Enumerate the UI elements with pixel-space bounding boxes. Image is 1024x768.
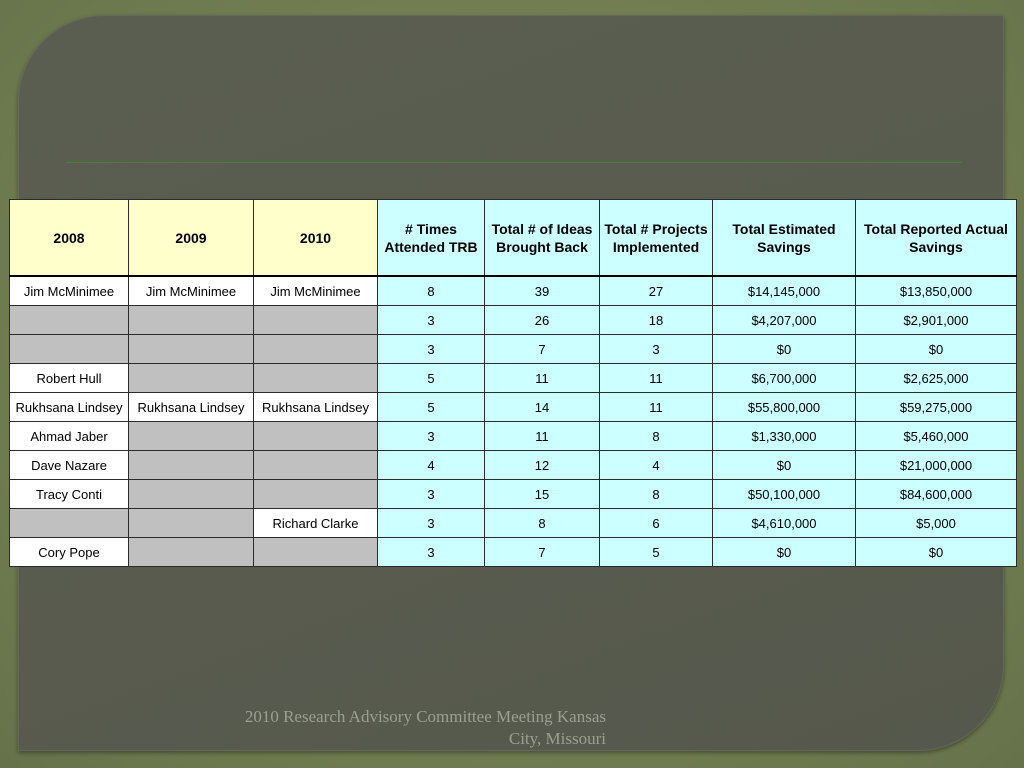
- value-cell: $4,610,000: [713, 509, 856, 538]
- value-cell: 11: [485, 422, 600, 451]
- value-cell: $5,460,000: [856, 422, 1017, 451]
- empty-name-cell: [129, 509, 254, 538]
- column-header: Total Estimated Savings: [713, 200, 856, 277]
- value-cell: 4: [378, 451, 485, 480]
- value-cell: 3: [378, 422, 485, 451]
- value-cell: 8: [600, 422, 713, 451]
- value-cell: $84,600,000: [856, 480, 1017, 509]
- empty-name-cell: [129, 422, 254, 451]
- empty-name-cell: [129, 335, 254, 364]
- name-cell: Robert Hull: [10, 364, 129, 393]
- value-cell: 7: [485, 335, 600, 364]
- column-header: Total # of Ideas Brought Back: [485, 200, 600, 277]
- value-cell: 27: [600, 276, 713, 306]
- value-cell: 6: [600, 509, 713, 538]
- title-divider: [66, 160, 962, 162]
- empty-name-cell: [254, 335, 378, 364]
- table-row: [10, 422, 1017, 451]
- value-cell: $21,000,000: [856, 451, 1017, 480]
- value-cell: $59,275,000: [856, 393, 1017, 422]
- empty-name-cell: [254, 451, 378, 480]
- value-cell: $13,850,000: [856, 276, 1017, 306]
- table-row: [10, 480, 1017, 509]
- value-cell: $2,901,000: [856, 306, 1017, 335]
- table-row: [10, 364, 1017, 393]
- value-cell: 3: [378, 306, 485, 335]
- name-cell: Tracy Conti: [10, 480, 129, 509]
- column-header: Total Reported Actual Savings: [856, 200, 1017, 277]
- value-cell: $55,800,000: [713, 393, 856, 422]
- value-cell: 8: [600, 480, 713, 509]
- value-cell: 11: [600, 364, 713, 393]
- table-row: [10, 538, 1017, 567]
- column-header: Total # Projects Implemented: [600, 200, 713, 277]
- empty-name-cell: [10, 306, 129, 335]
- value-cell: 5: [600, 538, 713, 567]
- empty-name-cell: [129, 306, 254, 335]
- value-cell: $5,000: [856, 509, 1017, 538]
- value-cell: 3: [378, 509, 485, 538]
- empty-name-cell: [10, 509, 129, 538]
- table-row: [10, 509, 1017, 538]
- column-header: # Times Attended TRB: [378, 200, 485, 277]
- value-cell: 14: [485, 393, 600, 422]
- value-cell: $1,330,000: [713, 422, 856, 451]
- value-cell: 3: [378, 538, 485, 567]
- empty-name-cell: [254, 364, 378, 393]
- name-cell: Cory Pope: [10, 538, 129, 567]
- value-cell: $0: [713, 538, 856, 567]
- empty-name-cell: [254, 306, 378, 335]
- value-cell: $50,100,000: [713, 480, 856, 509]
- table-row: [10, 306, 1017, 335]
- table-row: [10, 276, 1017, 306]
- empty-name-cell: [254, 538, 378, 567]
- value-cell: $0: [713, 335, 856, 364]
- name-cell: Jim McMinimee: [254, 276, 378, 306]
- value-cell: 3: [378, 335, 485, 364]
- empty-name-cell: [129, 480, 254, 509]
- name-cell: Dave Nazare: [10, 451, 129, 480]
- empty-name-cell: [254, 480, 378, 509]
- empty-name-cell: [254, 422, 378, 451]
- slide-footer: [160, 706, 606, 750]
- value-cell: $0: [856, 538, 1017, 567]
- value-cell: 11: [485, 364, 600, 393]
- value-cell: 11: [600, 393, 713, 422]
- value-cell: 8: [378, 276, 485, 306]
- empty-name-cell: [129, 451, 254, 480]
- table-row: [10, 335, 1017, 364]
- column-header: 2008: [10, 200, 129, 277]
- value-cell: 5: [378, 393, 485, 422]
- name-cell: Rukhsana Lindsey: [254, 393, 378, 422]
- name-cell: Richard Clarke: [254, 509, 378, 538]
- value-cell: $6,700,000: [713, 364, 856, 393]
- footer-line-1: 2010 Research Advisory Committee Meeting Kansas: [244, 707, 606, 726]
- column-header: 2010: [254, 200, 378, 277]
- value-cell: 15: [485, 480, 600, 509]
- empty-name-cell: [10, 335, 129, 364]
- value-cell: 3: [378, 480, 485, 509]
- value-cell: 8: [485, 509, 600, 538]
- table-header-row: [10, 200, 1017, 277]
- name-cell: Jim McMinimee: [129, 276, 254, 306]
- footer-line-2: City, Missouri: [508, 729, 606, 748]
- empty-name-cell: [129, 538, 254, 567]
- name-cell: Rukhsana Lindsey: [10, 393, 129, 422]
- value-cell: $4,207,000: [713, 306, 856, 335]
- empty-name-cell: [129, 364, 254, 393]
- value-cell: 39: [485, 276, 600, 306]
- value-cell: $0: [713, 451, 856, 480]
- value-cell: $0: [856, 335, 1017, 364]
- value-cell: 4: [600, 451, 713, 480]
- value-cell: 12: [485, 451, 600, 480]
- value-cell: 26: [485, 306, 600, 335]
- savings-table: [9, 199, 1017, 567]
- column-header: 2009: [129, 200, 254, 277]
- name-cell: Ahmad Jaber: [10, 422, 129, 451]
- name-cell: Rukhsana Lindsey: [129, 393, 254, 422]
- name-cell: Jim McMinimee: [10, 276, 129, 306]
- value-cell: 18: [600, 306, 713, 335]
- value-cell: 7: [485, 538, 600, 567]
- value-cell: 5: [378, 364, 485, 393]
- value-cell: $2,625,000: [856, 364, 1017, 393]
- table-row: [10, 451, 1017, 480]
- value-cell: $14,145,000: [713, 276, 856, 306]
- value-cell: 3: [600, 335, 713, 364]
- table-row: [10, 393, 1017, 422]
